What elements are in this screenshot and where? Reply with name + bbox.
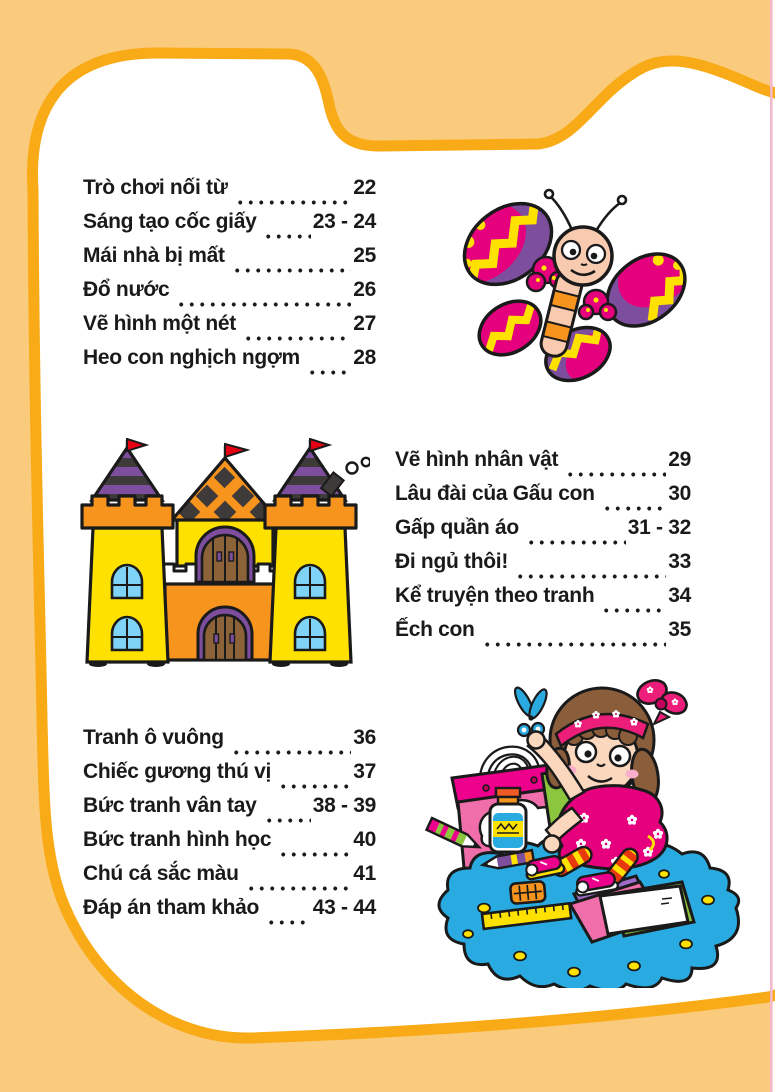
- toc-entry: [395, 448, 691, 482]
- toc-dot-leader: [526, 540, 626, 545]
- toc-dot-leader: [176, 302, 351, 307]
- toc-entry-page: 25: [353, 244, 376, 267]
- toc-entry: [83, 210, 376, 244]
- castle-right-tower: [265, 439, 356, 667]
- toc-dot-leader: [278, 784, 351, 789]
- butterfly-illustration: [450, 178, 715, 393]
- toc-entry-title: Tranh ô vuông: [83, 726, 224, 749]
- toc-block-2: [395, 448, 691, 652]
- toc-entry-title: Đi ngủ thôi!: [395, 550, 509, 573]
- toc-dot-leader: [601, 608, 666, 613]
- toc-entry: [83, 862, 376, 896]
- scissors-icon: [512, 685, 550, 736]
- toc-entry-title: Chiếc gương thú vị: [83, 760, 272, 783]
- toc-dot-leader: [266, 920, 311, 925]
- eraser: [510, 881, 546, 904]
- toc-entry-page: 40: [353, 828, 376, 851]
- toc-dot-leader: [235, 200, 352, 205]
- castle-left-tower: [82, 439, 173, 667]
- toc-entry-page: 29: [668, 448, 691, 471]
- toc-entry: [83, 828, 376, 862]
- toc-entry: [83, 726, 376, 760]
- toc-entry-title: Kể truyện theo tranh: [395, 584, 595, 607]
- toc-entry: [83, 896, 376, 930]
- toc-dot-leader: [565, 472, 666, 477]
- toc-entry-title: Sáng tạo cốc giấy: [83, 210, 257, 233]
- flag-icon: [225, 444, 247, 457]
- toc-entry: [83, 794, 376, 828]
- toc-entry: [395, 618, 691, 652]
- toc-entry-page: 31 - 32: [627, 516, 691, 539]
- toc-dot-leader: [264, 818, 311, 823]
- page-edge-line: [770, 0, 773, 1092]
- toc-entry-page: 23 - 24: [312, 210, 376, 233]
- toc-entry: [83, 760, 376, 794]
- toc-entry: [395, 584, 691, 618]
- toc-entry-page: 36: [353, 726, 376, 749]
- toc-entry-title: Ếch con: [395, 618, 475, 641]
- toc-dot-leader: [482, 642, 667, 647]
- toc-entry-title: Lâu đài của Gấu con: [395, 482, 595, 505]
- toc-entry: [83, 312, 376, 346]
- toc-block-3: [83, 726, 376, 930]
- butterfly-head: [554, 227, 612, 285]
- toc-dot-leader: [263, 234, 310, 239]
- toc-block-1: [83, 176, 376, 380]
- toc-dot-leader: [307, 370, 351, 375]
- toc-entry-page: 27: [353, 312, 376, 335]
- toc-dot-leader: [515, 574, 666, 579]
- toc-entry-title: Gấp quần áo: [395, 516, 519, 539]
- toc-entry: [83, 278, 376, 312]
- toc-entry-title: Bức tranh hình học: [83, 828, 272, 851]
- girl-crafting-illustration: [424, 656, 744, 988]
- toc-dot-leader: [232, 268, 352, 273]
- toc-entry-page: 33: [668, 550, 691, 573]
- toc-dot-leader: [231, 750, 351, 755]
- toc-entry-page: 22: [353, 176, 376, 199]
- toc-entry-page: 28: [353, 346, 376, 369]
- toc-entry-title: Vẽ hình một nét: [83, 312, 237, 335]
- toc-entry-page: 26: [353, 278, 376, 301]
- toc-entry: [395, 482, 691, 516]
- butterfly-wing-lower-left: [469, 290, 550, 366]
- toc-entry: [83, 176, 376, 210]
- castle-center-keep: [155, 444, 290, 660]
- castle-illustration: [80, 438, 370, 678]
- toc-entry-title: Đáp án tham khảo: [83, 896, 260, 919]
- toc-entry: [83, 244, 376, 278]
- toc-entry-page: 41: [353, 862, 376, 885]
- toc-entry-page: 38 - 39: [312, 794, 376, 817]
- toc-dot-leader: [278, 852, 351, 857]
- toc-entry-page: 34: [668, 584, 691, 607]
- butterfly-antennae: [545, 190, 626, 231]
- toc-entry-title: Heo con nghịch ngợm: [83, 346, 300, 369]
- toc-entry-page: 43 - 44: [312, 896, 376, 919]
- toc-entry-page: 30: [668, 482, 691, 505]
- toc-dot-leader: [246, 886, 352, 891]
- toc-entry-page: 37: [353, 760, 376, 783]
- toc-entry-title: Trò chơi nối từ: [83, 176, 228, 199]
- toc-entry: [395, 550, 691, 584]
- toc-entry-title: Chú cá sắc màu: [83, 862, 239, 885]
- girl-hand-left: [544, 836, 561, 853]
- toc-entry: [83, 346, 376, 380]
- glue-jar: [490, 788, 526, 852]
- toc-entry: [395, 516, 691, 550]
- toc-entry-title: Mái nhà bị mất: [83, 244, 225, 267]
- toc-dot-leader: [602, 506, 667, 511]
- toc-entry-page: 35: [668, 618, 691, 641]
- toc-entry-title: Đổ nước: [83, 278, 170, 301]
- toc-entry-title: Bức tranh vân tay: [83, 794, 257, 817]
- toc-dot-leader: [243, 336, 351, 341]
- girl-hand-right: [528, 732, 545, 749]
- toc-entry-title: Vẽ hình nhân vật: [395, 448, 559, 471]
